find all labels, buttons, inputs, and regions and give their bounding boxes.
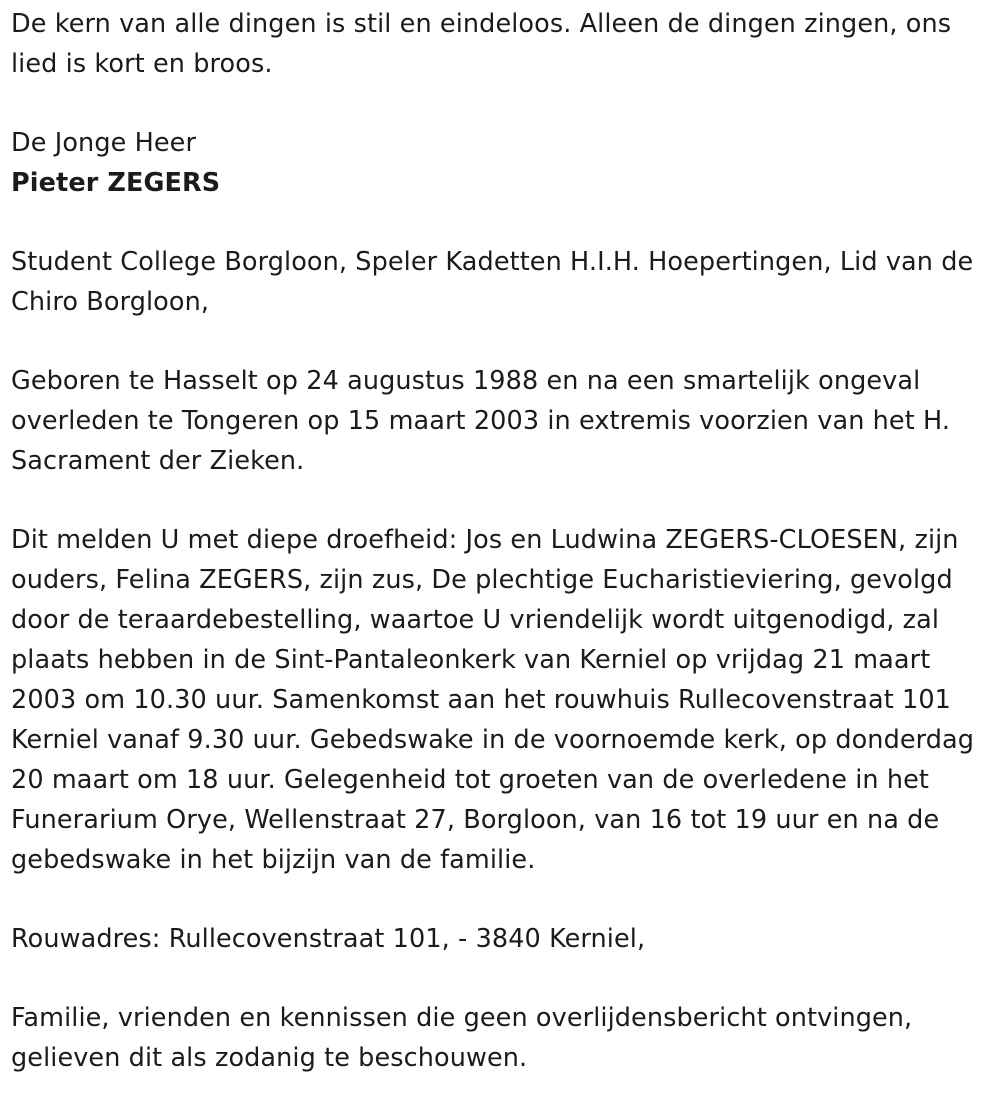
obituary-notice <box>11 4 993 1078</box>
honorific: De Jonge Heer <box>11 128 197 158</box>
announcement-paragraph: Dit melden U met diepe droefheid: Jos en Ludwina ZEGERS-CLOESEN, zijn ouders, Felina ZEGERS, zijn zus, De plechtige Eucharistieviering, gevolgd door de teraardebestelling, waartoe U vriendelijk wordt uitgenodigd, zal plaats hebben in de Sint-Pantaleonkerk van Kerniel op vrijdag 21 maart 2003 om 10.30 uur. Samenkomst aan het rouwhuis Rullecovenstraat 101 Kerniel vanaf 9.30 uur. Gebedswake in de voornoemde kerk, op donderdag 20 maart om 18 uur. Gelegenheid tot groeten van de overledene in het Funerarium Orye, Wellenstraat 27, Borgloon, van 16 tot 19 uur en na de gebedswake in het bijzijn van de familie. <box>11 525 975 875</box>
deceased-name: Pieter ZEGERS <box>11 168 221 198</box>
birth-death-paragraph: Geboren te Hasselt op 24 augustus 1988 en na een smartelijk ongeval overleden te Tongeren op 15 maart 2003 in extremis voorzien van het H. Sacrament der Zieken. <box>11 366 951 476</box>
closing-paragraph: Familie, vrienden en kennissen die geen overlijdensbericht ontvingen, gelieven dit als zodanig te beschouwen. <box>11 1003 913 1073</box>
affiliations-paragraph: Student College Borgloon, Speler Kadetten H.I.H. Hoepertingen, Lid van de Chiro Borgloon, <box>11 247 974 317</box>
opening-quote: De kern van alle dingen is stil en eindeloos. Alleen de dingen zingen, ons lied is kort en broos. <box>11 9 952 79</box>
mourning-address: Rouwadres: Rullecovenstraat 101, - 3840 Kerniel, <box>11 924 646 954</box>
